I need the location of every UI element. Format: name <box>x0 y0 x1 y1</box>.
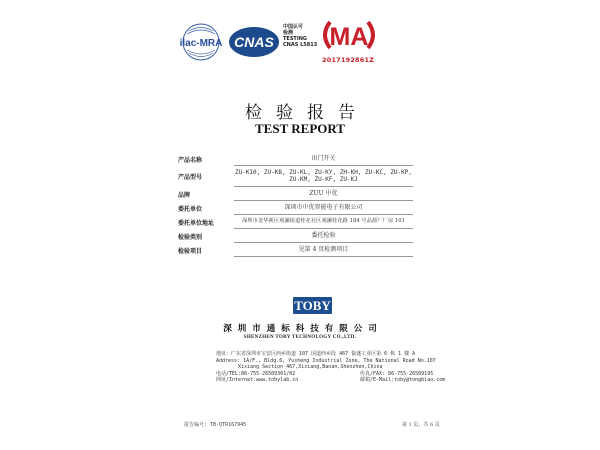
info-row-client <box>178 201 413 215</box>
info-label: 品牌 <box>178 191 191 199</box>
page-indicator: 第 1 页，共 6 页 <box>402 422 440 428</box>
info-value: 深圳市龙华新区观澜街道桂花社区观澜桂花路 184 号品源厂厂房 101 <box>234 215 413 229</box>
cma-number: 2017192861Z <box>322 56 375 64</box>
svg-text:ilac-MRA: ilac-MRA <box>179 38 223 49</box>
cma-logo <box>318 18 380 52</box>
info-value: 委托检验 <box>234 229 413 243</box>
cnas-line: 检测 <box>283 30 294 36</box>
company-name-en: SHENZHEN TOBY TECHNOLOGY CO.,LTD. <box>243 335 357 340</box>
contact-web-email <box>216 377 446 384</box>
svg-text:CNAS: CNAS <box>234 34 274 50</box>
company-contact-block <box>216 351 446 384</box>
report-title-cn: 检验报告 <box>245 103 369 123</box>
cnas-line: CNAS L5813 <box>283 42 318 48</box>
info-label: 委托单位 <box>178 205 203 213</box>
info-value: 出门开关 <box>234 152 413 166</box>
info-label: 产品型号 <box>178 174 203 181</box>
info-row-brand <box>178 187 413 201</box>
info-label: 产品名称 <box>178 156 203 164</box>
info-value: ZU-K10, ZU-KB, ZU-KL, ZU-KY, ZH-KH, ZU-KC, ZU-KP, ZU-KM, ZU-KF, ZU-KJ <box>234 166 413 187</box>
cnas-line: 中国认可 <box>283 24 304 30</box>
address-cn: 地址：广东省深圳市宝安区西乡街道 107 国道西乡段 467 愉盛工业区第 6 栋 1 楼 A <box>216 351 416 357</box>
info-label: 检验项目 <box>178 247 203 255</box>
report-info-table <box>178 152 413 257</box>
ilac-mra-logo <box>178 22 224 62</box>
phone: 电话/TEL:86-755-26509301/02 <box>216 370 296 377</box>
address-en-line2: Xixiang Section 467,Xixiang,Baoan,Shenzhen,China <box>238 364 383 371</box>
info-value: ZUU 中优 <box>234 187 413 201</box>
info-row-product-name <box>178 152 413 166</box>
info-row-test-items <box>178 243 413 257</box>
address-en-line1: Address: 1A/F., Bldg.6, Yusheng Industrial Zone, The National Road No.107 <box>216 357 436 364</box>
toby-logo: TOBY <box>294 298 331 313</box>
info-value: 见第 4 页检测项目 <box>234 243 413 257</box>
svg-text:MA: MA <box>329 23 369 51</box>
fax: 传真/FAX: 86-755-26509195 <box>360 370 434 377</box>
email-link[interactable]: 邮箱/E-Mail:toby@tongbiao.com <box>360 377 446 384</box>
info-label: 检验类别 <box>178 233 203 241</box>
info-row-test-category <box>178 229 413 243</box>
cnas-logo <box>228 26 280 58</box>
website-link[interactable]: 网址/Internet:www.tobylab.cn <box>216 377 299 384</box>
info-label: 委托单位地址 <box>178 219 215 227</box>
info-value: 深圳市中优智能电子有限公司 <box>234 201 413 215</box>
cnas-line: TESTING <box>283 36 307 42</box>
report-number: 报告编号: TB-QTR167945 <box>184 422 247 428</box>
info-row-client-address <box>178 215 413 229</box>
info-row-product-model <box>178 166 413 187</box>
cnas-accreditation-text <box>283 24 317 48</box>
company-name-cn: 深圳市通标科技有限公司 <box>223 324 383 334</box>
report-title-en: TEST REPORT <box>255 121 345 136</box>
